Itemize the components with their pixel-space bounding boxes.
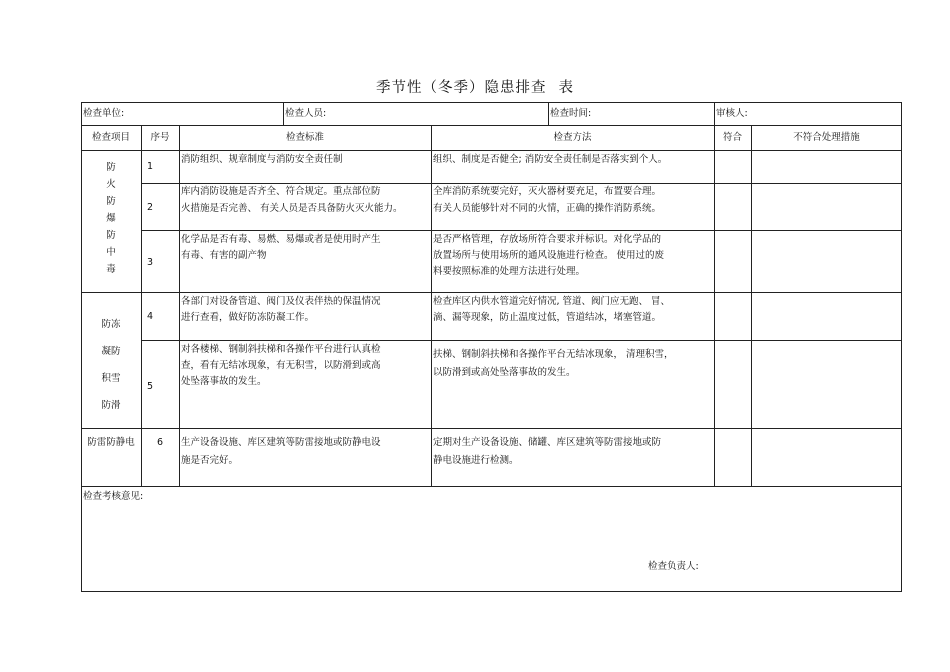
category-antifreeze-antislip [81,311,141,419]
row-standard: 有毒、有害的副产物 [181,250,267,261]
row-standard: 化学品是否有毒、易燃、易爆或者是使用时产生 [181,234,381,245]
category-line: 凝防 [101,346,121,357]
row-standard: 火措施是否完善、 有关人员是否具备防火灭火能力。 [181,203,403,214]
row-no: 3 [147,257,154,268]
row-standard: 生产设备设施、库区建筑等防雷接地或防静电设 [181,437,381,448]
header-no: 序号 [150,132,170,143]
row-method: 料要按照标准的处理方法进行处理。 [433,266,586,277]
title-suffix: 表 [558,80,574,96]
category-line: 防冻 [101,319,121,330]
responsible-label: 检查负责人: [648,561,699,572]
row-no: 4 [147,311,154,322]
category-fire-explosion-poison [81,159,141,278]
row-method: 静电设施进行检测。 [433,455,519,466]
row-method: 检查库区内供水管道完好情况, 管道、阀门应无跑、 冒、 [433,296,671,307]
row-standard: 各部门对设备管道、阀门及仪表伴热的保温情况 [181,296,381,307]
reviewer-label: 审核人: [716,108,748,119]
row-no: 5 [147,381,154,392]
category-line: 积雪 [101,373,121,384]
category-char: 火 [106,179,116,190]
category-char: 防 [106,196,116,207]
title-main: 季节性（冬季）隐患排查 [376,80,547,96]
row-standard: 处坠落事故的发生。 [181,376,267,387]
row-standard: 消防组织、规章制度与消防安全责任制 [181,154,343,165]
unit-label: 检查单位: [83,108,125,119]
header-conform: 符合 [722,132,742,143]
row-no: 2 [147,202,154,213]
header-standard: 检查标准 [285,132,324,143]
header-measure: 不符合处理措施 [793,132,860,143]
category-char: 爆 [106,213,116,224]
category-char: 毒 [106,264,116,275]
category-char: 防 [106,162,116,173]
inspector-label: 检查人员: [285,108,327,119]
row-standard: 对各楼梯、钢制斜扶梯和各操作平台进行认真检 [181,344,381,355]
row-standard: 进行查看，做好防冻防凝工作。 [181,312,315,323]
row-method: 扶梯、钢制斜扶梯和各操作平台无结冰现象， 清理积雪， [433,349,674,360]
row-method: 定期对生产设备设施、储罐、库区建筑等防雷接地或防 [433,437,662,448]
row-method: 以防滑到或高处坠落事故的发生。 [433,367,576,378]
row-method: 组织、制度是否健全; 消防安全责任制是否落实到个人。 [433,154,668,165]
row-no: 6 [157,437,164,448]
category-char: 中 [106,247,116,258]
row-no: 1 [147,161,154,172]
row-method: 全库消防系统要完好，灭火器材要充足，布置要合理。 [433,186,662,197]
category-lightning-static: 防雷防静电 [87,437,135,448]
page-title [0,76,950,97]
row-method: 滴、漏等现象，防止温度过低，管道结冰，堵塞管道。 [433,312,662,323]
header-item: 检查项目 [91,132,130,143]
row-standard: 施是否完好。 [181,455,239,466]
row-standard: 查，看有无结冰现象，有无积雪，以防滑到或高 [181,360,381,371]
time-label: 检查时间: [550,108,592,119]
row-standard: 库内消防设施是否齐全、符合规定。重点部位防 [181,186,381,197]
category-char: 防 [106,230,116,241]
header-method: 检查方法 [553,132,592,143]
row-method: 是否严格管理，存放场所符合要求并标识。对化学品的 [433,234,662,245]
row-method: 放置场所与使用场所的通风设施进行检查。 使用过的废 [433,250,665,261]
category-line: 防滑 [101,400,121,411]
row-method: 有关人员能够针对不同的火情，正确的操作消防系统。 [433,203,662,214]
opinion-label: 检查考核意见: [83,491,144,502]
